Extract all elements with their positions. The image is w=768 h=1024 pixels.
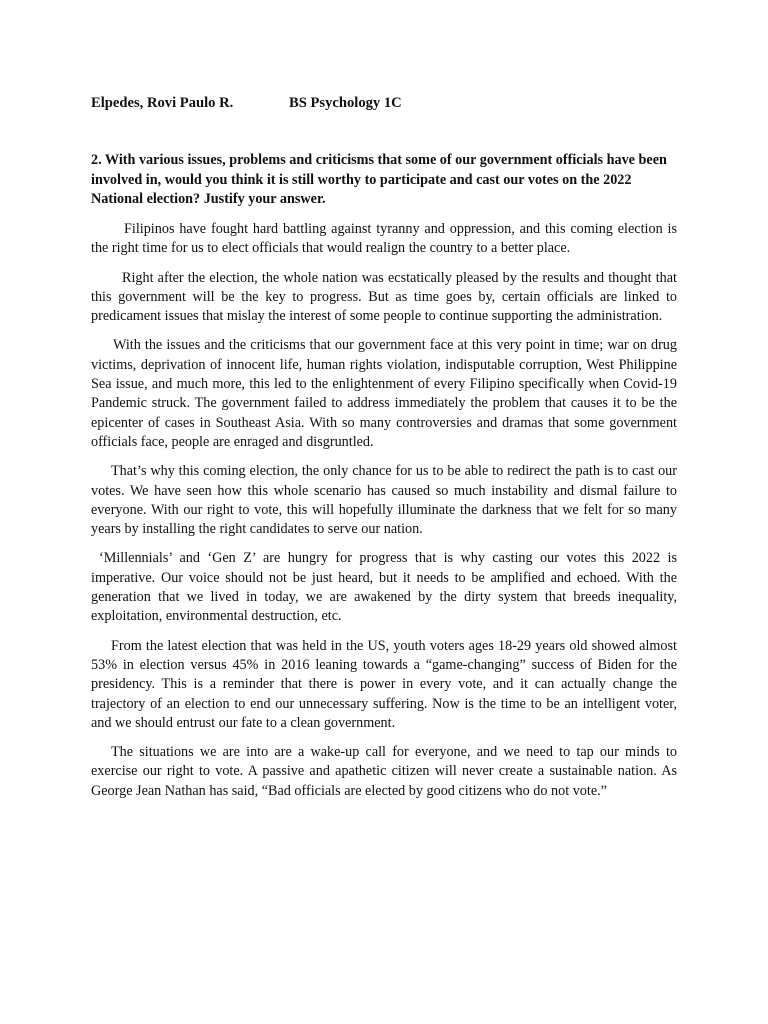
essay-paragraph: From the latest election that was held in the US, youth voters ages 18-29 years old showed almost 53% in election versus 45% in 2016 leaning towards a “game-changing” success of Biden for the presidency. This is a reminder that there is power in every vote, and it can actually change the trajectory of an election to end our unnecessary suffering. Now is the time to be an intelligent voter, and we should entrust our fate to a clean government. — [91, 637, 677, 731]
student-course: BS Psychology 1C — [289, 95, 402, 111]
essay-paragraph: ‘Millennials’ and ‘Gen Z’ are hungry for progress that is why casting our votes this 2022 is imperative. Our voice should not be just heard, but it needs to be amplified and echoed. With the generation that we lived in today, we are awakened by the dirty system that breeds inequality, exploitation, environmental destruction, etc. — [91, 550, 677, 625]
student-name: Elpedes, Rovi Paulo R. — [91, 95, 234, 111]
essay-paragraph: The situations we are into are a wake-up call for everyone, and we need to tap our minds to exercise our right to vote. A passive and apathetic citizen will never create a sustainable nation. As George Jean Nathan has said, “Bad officials are elected by good citizens who do not vote.” — [91, 744, 677, 799]
essay-body — [91, 220, 677, 811]
essay-paragraph: That’s why this coming election, the only chance for us to be able to redirect the path is to cast our votes. We have seen how this whole scenario has caused so much instability and dismal failure to everyone. With our right to vote, this will hopefully illuminate the darkness that we felt for so many years by installing the right candidates to serve our nation. — [91, 463, 677, 538]
essay-paragraph: Right after the election, the whole nation was ecstatically pleased by the results and thought that this government will be the key to progress. But as time goes by, certain officials are linked to predicament issues that mislay the interest of some people to continue supporting the administration. — [91, 269, 677, 325]
essay-paragraph: With the issues and the criticisms that our government face at this very point in time; war on drug victims, deprivation of innocent life, human rights violation, indisputable corruption, West Philippine Sea issue, and much more, this led to the enlightenment of every Filipino specifically when Covid-19 Pandemic struck. The government failed to address immediately the problem that causes it to be the epicenter of cases in Southeast Asia. With so many controversies and dramas that some government officials face, people are enraged and disgruntled. — [91, 337, 677, 450]
essay-paragraph: Filipinos have fought hard battling against tyranny and oppression, and this coming election is the right time for us to elect officials that would realign the country to a better place. — [91, 221, 677, 257]
question-text: 2. With various issues, problems and criticisms that some of our government officials have been involved in, would you think it is still worthy to participate and cast our votes on the 2022 National election? Justify your answer. — [91, 152, 667, 207]
document-header — [91, 94, 402, 112]
